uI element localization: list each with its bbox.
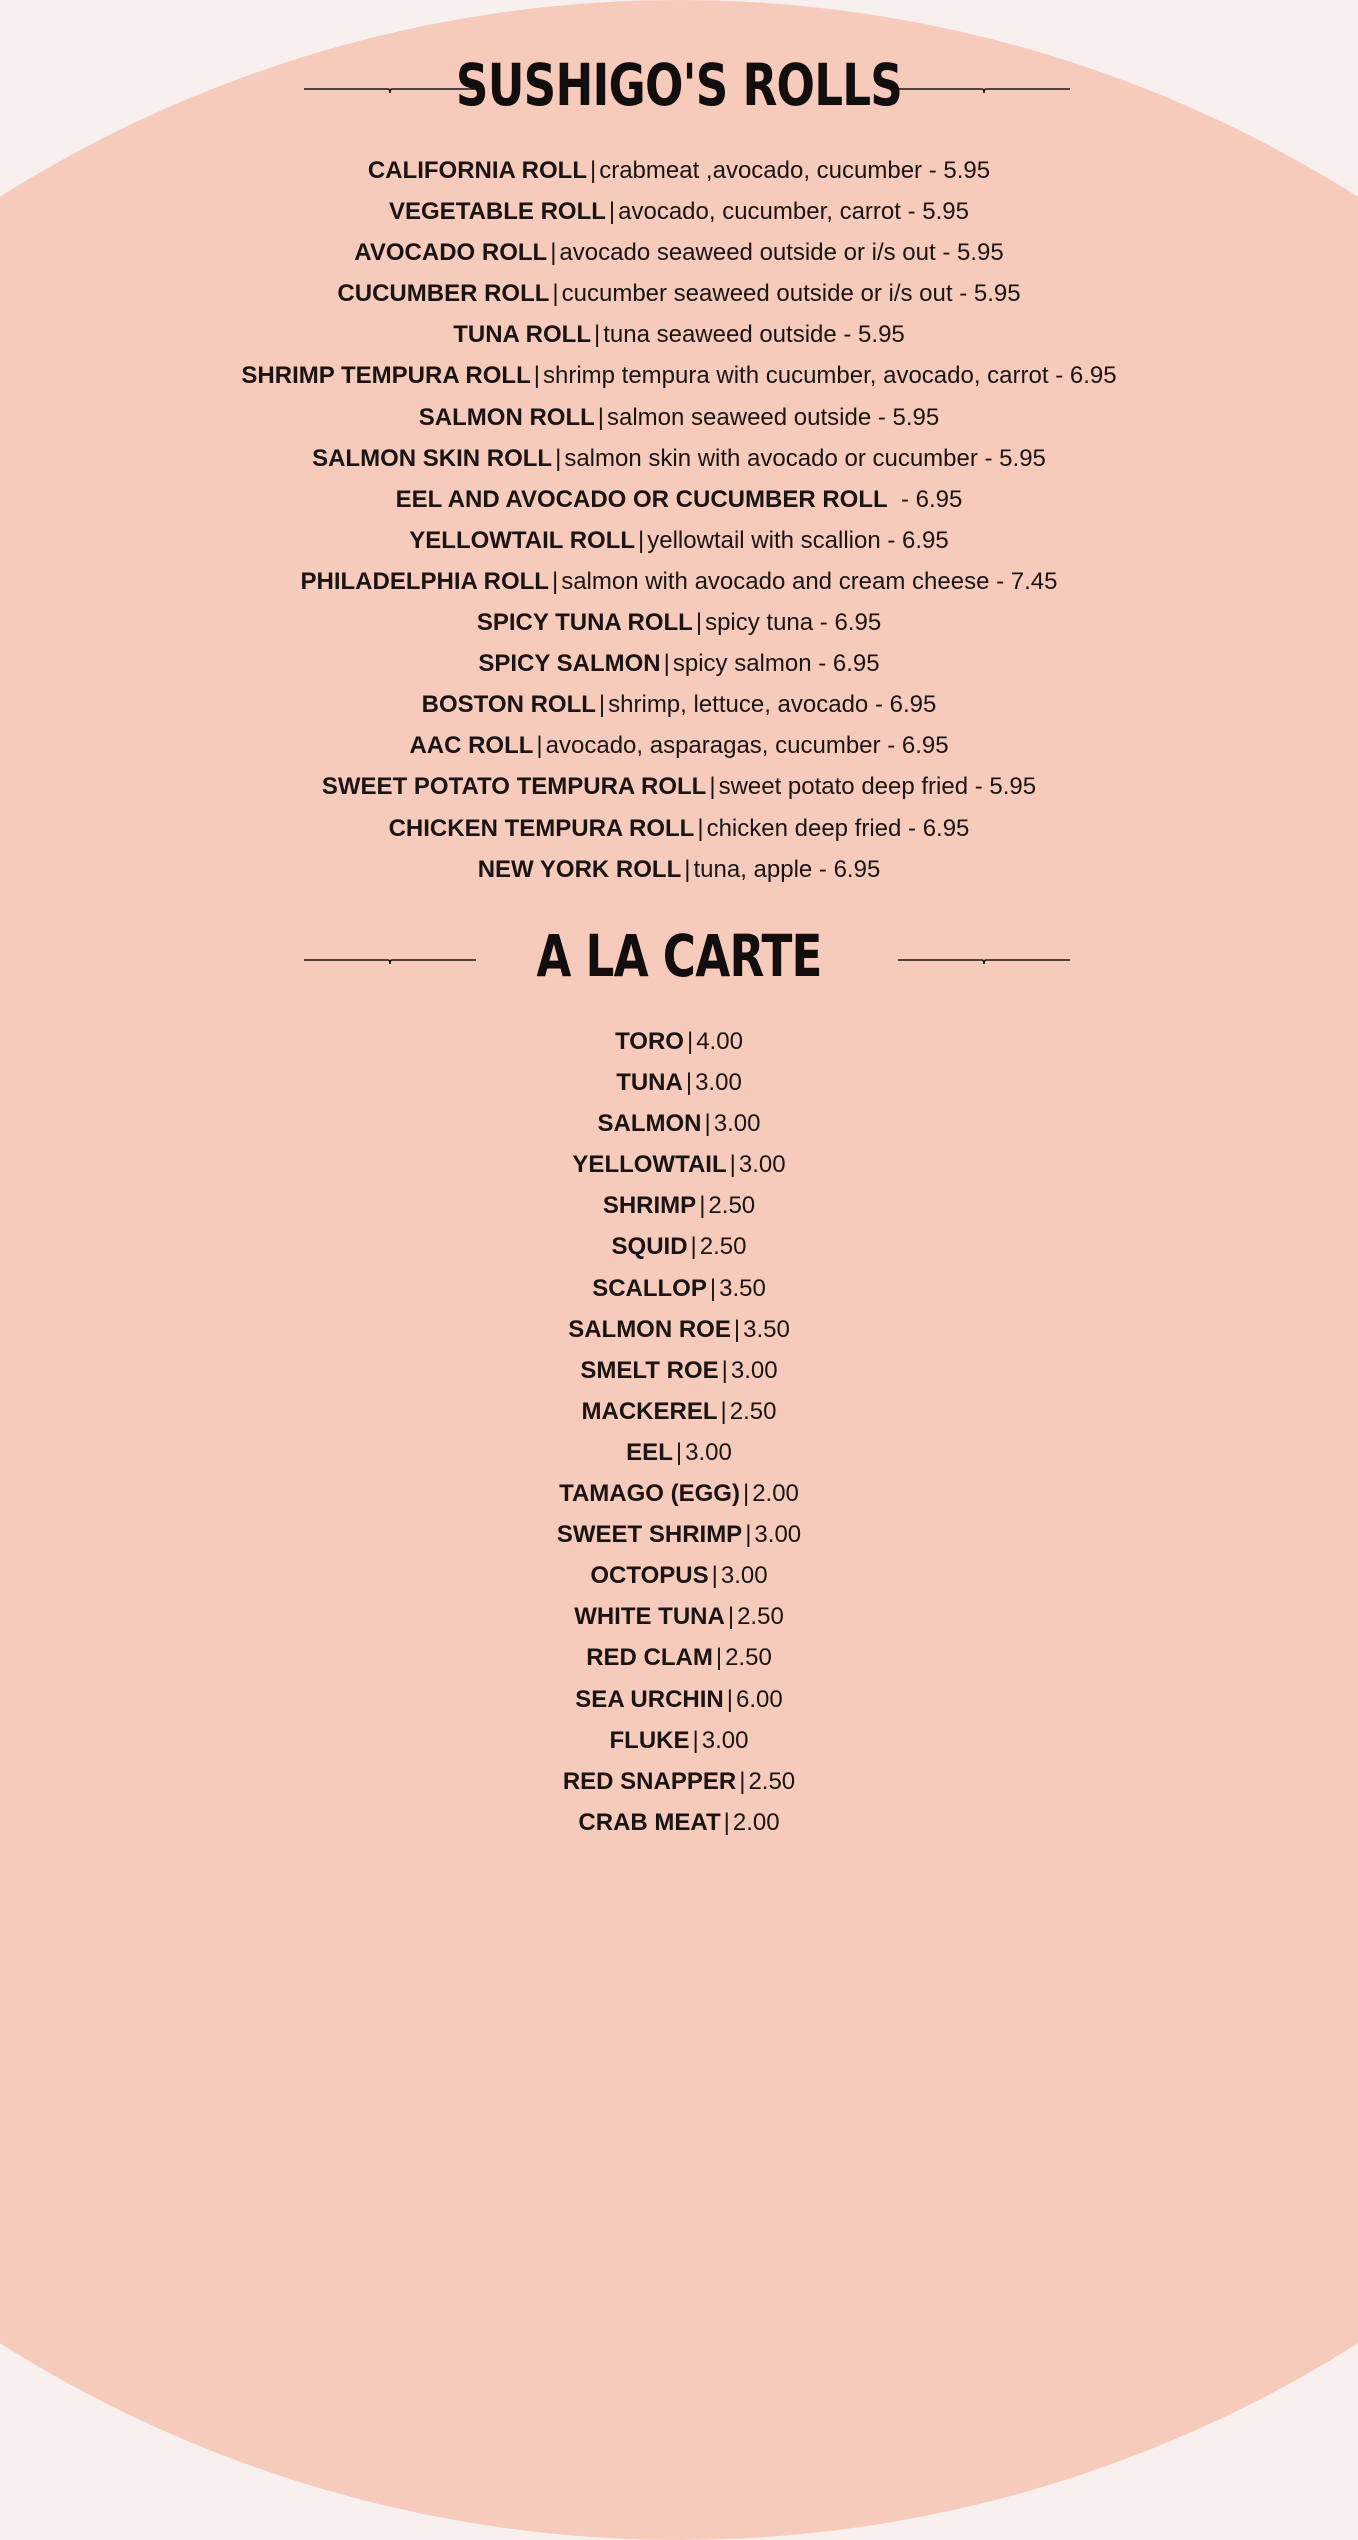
roll-item-detail: sweet potato deep fried - 5.95: [718, 773, 1037, 801]
separator-bar: |: [686, 1028, 694, 1055]
separator-bar: |: [745, 1521, 752, 1549]
roll-item-detail: shrimp, lettuce, avocado - 6.95: [608, 691, 937, 719]
carte-item-name: SALMON ROE: [568, 1315, 731, 1343]
roll-item: [0, 191, 1358, 232]
carte-item: [0, 1432, 1358, 1473]
roll-item-detail: tuna seaweed outside - 5.95: [603, 321, 905, 349]
separator-bar: |: [720, 1397, 727, 1425]
carte-item-name: TORO: [615, 1028, 684, 1055]
rolls-heading: [0, 50, 1358, 120]
roll-item-name: TUNA ROLL: [453, 321, 591, 349]
separator-bar: |: [704, 1110, 711, 1138]
roll-item-name: SPICY SALMON: [478, 650, 661, 678]
carte-item-name: SQUID: [611, 1233, 688, 1261]
separator-bar: |: [729, 1151, 736, 1179]
carte-item-price: 2.50: [708, 1192, 756, 1220]
carte-item-name: SEA URCHIN: [575, 1685, 724, 1713]
separator-bar: |: [727, 1603, 735, 1631]
separator-bar: |: [555, 444, 562, 472]
roll-item: [0, 561, 1358, 602]
roll-item-detail: avocado, cucumber, carrot - 5.95: [618, 198, 969, 226]
carte-item: [0, 1144, 1358, 1185]
roll-item: [0, 314, 1358, 355]
separator-bar: |: [726, 1685, 733, 1713]
roll-item-name: CALIFORNIA ROLL: [367, 157, 587, 184]
roll-item-name: YELLOWTAIL ROLL: [409, 526, 636, 554]
roll-item-detail: - 6.95: [900, 485, 963, 513]
carte-item-name: MACKEREL: [581, 1397, 718, 1425]
carte-item-name: CRAB MEAT: [578, 1808, 721, 1836]
roll-item-detail: spicy tuna - 6.95: [705, 609, 882, 637]
roll-item-detail: chicken deep fried - 6.95: [706, 814, 970, 842]
right-ornament-divider: [898, 954, 1070, 968]
carte-item: [0, 1021, 1358, 1062]
roll-item: [0, 355, 1358, 396]
roll-item-name: CUCUMBER ROLL: [337, 280, 550, 308]
carte-item: [0, 1309, 1358, 1350]
roll-item-name: EEL AND AVOCADO OR CUCUMBER ROLL: [395, 485, 888, 513]
carte-item: [0, 1391, 1358, 1432]
carte-item: [0, 1637, 1358, 1678]
carte-heading: [0, 921, 1358, 991]
separator-bar: |: [608, 198, 616, 226]
carte-item-name: RED CLAM: [586, 1644, 713, 1672]
roll-item-detail: salmon skin with avocado or cucumber - 5.95: [564, 444, 1046, 472]
carte-item-price: 2.50: [725, 1644, 772, 1672]
carte-item-price: 3.00: [685, 1438, 732, 1466]
roll-item-detail: salmon seaweed outside - 5.95: [607, 403, 940, 431]
separator-bar: |: [684, 855, 691, 883]
roll-item-name: SALMON SKIN ROLL: [312, 444, 553, 472]
roll-item-name: NEW YORK ROLL: [477, 855, 682, 883]
separator-bar: |: [699, 1192, 706, 1220]
carte-item-price: 3.50: [743, 1315, 790, 1343]
separator-bar: |: [697, 814, 704, 842]
separator-bar: |: [598, 691, 606, 719]
separator-bar: |: [685, 1069, 693, 1097]
separator-bar: |: [695, 609, 703, 637]
separator-bar: |: [739, 1767, 746, 1795]
carte-item-price: 2.50: [699, 1233, 747, 1261]
carte-item-price: 2.50: [737, 1603, 784, 1631]
roll-item: [0, 520, 1358, 561]
carte-item-price: 6.00: [735, 1685, 783, 1713]
separator-bar: |: [597, 403, 604, 431]
roll-item: [0, 808, 1358, 849]
roll-item: [0, 438, 1358, 479]
roll-item-name: SALMON ROLL: [418, 403, 595, 431]
separator-bar: |: [692, 1726, 699, 1754]
separator-bar: |: [690, 1233, 697, 1261]
carte-item-price: 3.50: [719, 1274, 766, 1302]
carte-item: [0, 1802, 1358, 1843]
carte-item: [0, 1103, 1358, 1144]
rolls-title: SUSHIGO'S ROLLS: [455, 51, 903, 119]
carte-item-name: SMELT ROE: [580, 1356, 719, 1384]
carte-item: [0, 1761, 1358, 1802]
roll-item: [0, 849, 1358, 890]
separator-bar: |: [551, 567, 559, 595]
roll-item: [0, 602, 1358, 643]
carte-item-name: FLUKE: [609, 1726, 690, 1754]
separator-bar: |: [711, 1562, 718, 1590]
carte-item-price: 2.50: [729, 1397, 777, 1425]
carte-item: [0, 1679, 1358, 1720]
carte-item-price: 2.50: [748, 1767, 796, 1795]
separator-bar: |: [663, 650, 670, 678]
separator-bar: |: [589, 157, 597, 184]
carte-item: [0, 1062, 1358, 1103]
separator-bar: |: [733, 1315, 741, 1343]
carte-item-name: TAMAGO (EGG): [559, 1480, 740, 1508]
carte-item-price: 2.00: [732, 1808, 780, 1836]
roll-item-detail: salmon with avocado and cream cheese - 7.45: [561, 567, 1058, 595]
roll-item-detail: tuna, apple - 6.95: [693, 855, 881, 883]
carte-item-name: SWEET SHRIMP: [556, 1521, 743, 1549]
carte-item-price: 3.00: [695, 1069, 742, 1097]
roll-item-detail: cucumber seaweed outside or i/s out - 5.95: [561, 280, 1021, 308]
separator-bar: |: [709, 1274, 717, 1302]
rolls-list: [0, 150, 1358, 890]
roll-item-detail: shrimp tempura with cucumber, avocado, carrot - 6.95: [542, 362, 1117, 390]
carte-item-name: RED SNAPPER: [562, 1767, 737, 1795]
separator-bar: |: [550, 239, 557, 267]
roll-item-detail: avocado, asparagas, cucumber - 6.95: [545, 732, 949, 760]
separator-bar: |: [709, 773, 716, 801]
carte-item-name: YELLOWTAIL: [572, 1151, 727, 1179]
separator-bar: |: [552, 280, 559, 308]
roll-item: [0, 397, 1358, 438]
carte-item-name: EEL: [626, 1438, 673, 1466]
carte-item-price: 3.00: [701, 1726, 749, 1754]
carte-item-price: 3.00: [738, 1151, 786, 1179]
separator-bar: |: [638, 526, 645, 554]
roll-item-name: PHILADELPHIA ROLL: [300, 567, 549, 595]
carte-item-price: 3.00: [713, 1110, 761, 1138]
roll-item-name: CHICKEN TEMPURA ROLL: [388, 814, 695, 842]
roll-item: [0, 766, 1358, 807]
roll-item-name: SWEET POTATO TEMPURA ROLL: [321, 773, 707, 801]
roll-item-name: VEGETABLE ROLL: [389, 198, 606, 226]
roll-item-name: AVOCADO ROLL: [354, 239, 548, 267]
carte-item-price: 3.00: [754, 1521, 802, 1549]
carte-item: [0, 1596, 1358, 1637]
carte-item: [0, 1720, 1358, 1761]
separator-bar: |: [593, 321, 601, 349]
carte-item-name: SALMON: [597, 1110, 702, 1138]
carte-item-name: WHITE TUNA: [574, 1603, 725, 1631]
right-ornament-divider: [898, 83, 1070, 97]
carte-item-price: 3.00: [730, 1356, 778, 1384]
carte-item-name: OCTOPUS: [590, 1562, 709, 1590]
carte-item: [0, 1185, 1358, 1226]
separator-bar: |: [675, 1438, 683, 1466]
carte-item-price: 3.00: [720, 1562, 768, 1590]
carte-item-price: 2.00: [752, 1480, 799, 1508]
carte-item-name: TUNA: [616, 1069, 683, 1097]
roll-item-name: BOSTON ROLL: [421, 691, 596, 719]
roll-item-name: SHRIMP TEMPURA ROLL: [241, 362, 531, 390]
carte-item-price: 4.00: [696, 1028, 743, 1055]
roll-item: [0, 725, 1358, 766]
separator-bar: |: [723, 1808, 730, 1836]
roll-item-detail: crabmeat ,avocado, cucumber - 5.95: [599, 157, 991, 184]
roll-item-detail: yellowtail with scallion - 6.95: [647, 526, 949, 554]
separator-bar: |: [721, 1356, 728, 1384]
roll-item: [0, 684, 1358, 725]
roll-item: [0, 273, 1358, 314]
carte-item: [0, 1555, 1358, 1596]
separator-bar: |: [715, 1644, 723, 1672]
roll-item-name: SPICY TUNA ROLL: [476, 609, 693, 637]
carte-item: [0, 1350, 1358, 1391]
carte-item: [0, 1473, 1358, 1514]
separator-bar: |: [533, 362, 540, 390]
roll-item: [0, 643, 1358, 684]
carte-item: [0, 1514, 1358, 1555]
carte-title: A LA CARTE: [536, 922, 822, 990]
separator-bar: |: [536, 732, 543, 760]
roll-item-detail: avocado seaweed outside or i/s out - 5.95: [559, 239, 1004, 267]
roll-item: [0, 150, 1358, 191]
roll-item: [0, 479, 1358, 520]
roll-item-detail: spicy salmon - 6.95: [672, 650, 880, 678]
carte-item: [0, 1226, 1358, 1267]
roll-item: [0, 232, 1358, 273]
carte-list: [0, 1021, 1358, 1843]
carte-item: [0, 1268, 1358, 1309]
carte-item-name: SHRIMP: [602, 1192, 697, 1220]
separator-bar: |: [742, 1480, 750, 1508]
roll-item-name: AAC ROLL: [409, 732, 534, 760]
carte-item-name: SCALLOP: [592, 1274, 707, 1302]
